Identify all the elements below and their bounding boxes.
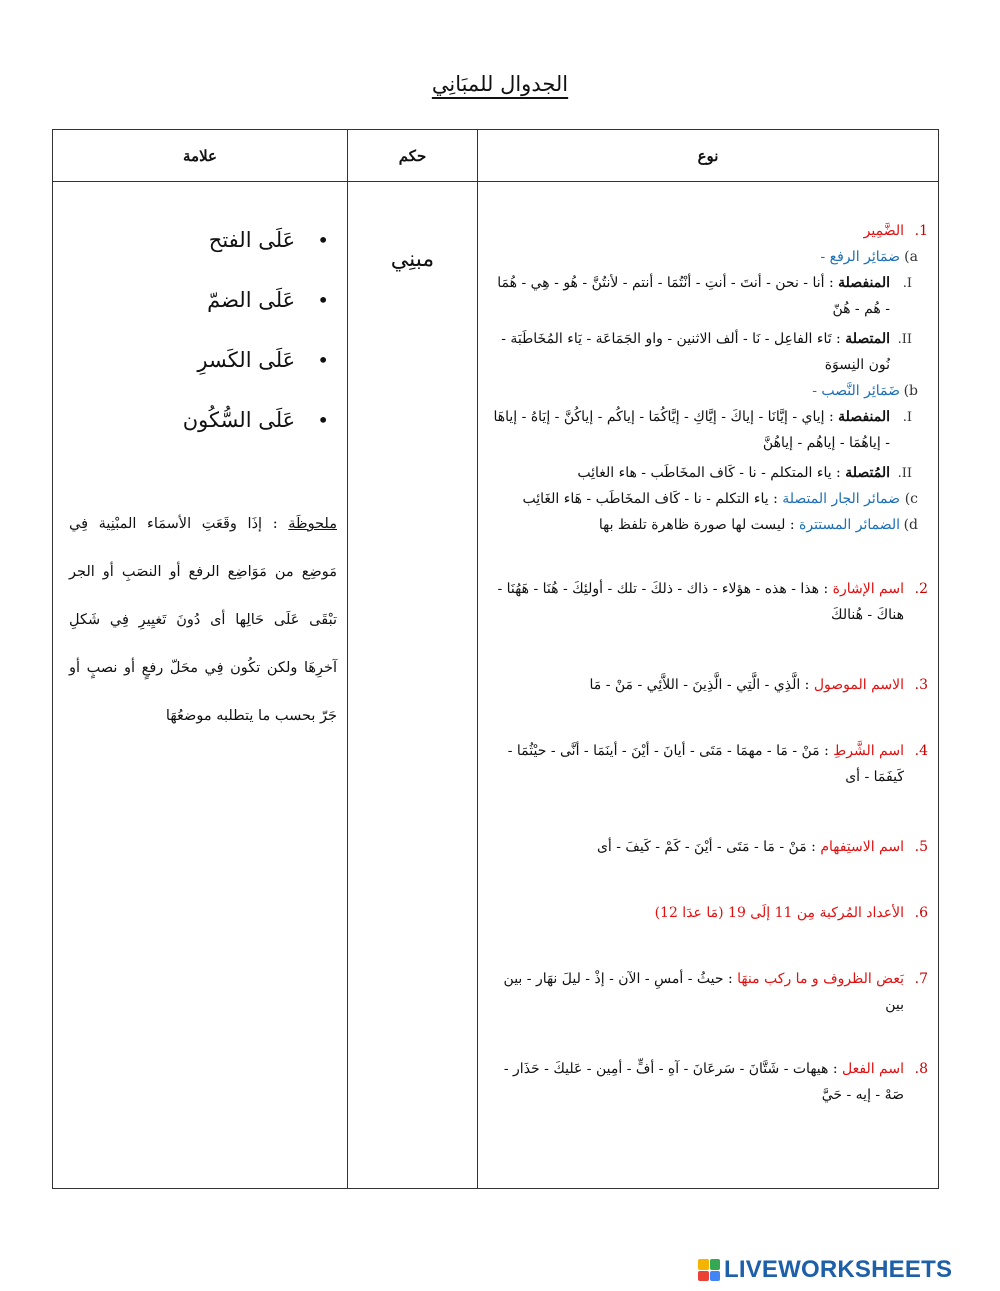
item-number: 6. [914, 905, 928, 921]
naw-item-1b-i [490, 404, 928, 456]
naw-item-7 [490, 966, 928, 1018]
page-title-text: الجدوال للمبَانِي [431, 72, 569, 96]
naw-item-4 [490, 738, 928, 790]
sub-text: : ياء المتكلم - نا - كَاف المخَاطَب - هاء الغائِب [577, 465, 841, 481]
sub-title: الضمائر المستترة [799, 517, 900, 533]
header-hukm: حكم [348, 130, 478, 182]
item-number: 3. [914, 677, 928, 693]
roman-number: I. [902, 276, 912, 291]
table-body-row [53, 182, 939, 1189]
item-text: : هذا - هذه - هؤلاء - ذاك - ذلكَ - تلك - أولئِكَ - هُنَا - هَهُنَا - هناكَ - هُنالكَ [497, 581, 904, 623]
sub-letter: a) [904, 249, 918, 265]
note-label: ملحوظَة [288, 516, 337, 532]
sub-letter: c) [904, 491, 918, 507]
naw-item-1a [490, 244, 928, 270]
item-title: الضَّمِير [863, 223, 904, 239]
naw-item-1d [490, 512, 928, 538]
item-number: 8. [914, 1061, 928, 1077]
naw-cell [478, 182, 939, 1189]
alama-item-sukun: • عَلَى السُّكُون [183, 390, 329, 450]
sub-text: : تَاء الفاعِل - نَا - ألف الاثنين - واو الجَمَاعَة - يَاء المُخَاطَبَة - نُون النِسوَة [501, 331, 890, 373]
sub-label: المنفصلة [838, 409, 890, 425]
item-text: : مَنْ - مَا - مَتَى - أيْنَ - كَمْ - كَيفَ - أى [596, 839, 816, 855]
sub-label: المُتصلة [845, 465, 890, 481]
roman-number: II. [897, 332, 912, 347]
sub-text: : ياء التكلم - نا - كَاف المخَاطَب - هَاء الغَائِب [522, 491, 778, 507]
note-paragraph [69, 500, 337, 740]
sub-letter: d) [903, 517, 918, 533]
hukm-value: مبنِي [390, 247, 435, 272]
naw-list [490, 218, 928, 1108]
item-number: 1. [914, 223, 928, 239]
item-title: بَعض الظروف و ما ركب منهَا [737, 971, 904, 987]
alama-item-fath: • عَلَى الفتح [183, 210, 329, 270]
item-title: اسم الشَّرطِ [833, 743, 904, 759]
naw-item-1a-ii [490, 326, 928, 378]
item-text: : حيثُ - أمسِ - الآن - إذْ - ليلَ نهَار - بين بين [503, 971, 904, 1013]
sub-text: : أنا - نحن - أنتَ - أنتِ - أنْتُمَا - أنتم - لأنتُنَّ - هُو - هِي - هُمَا - هُم - هُنّ [497, 275, 890, 317]
sub-text: : ليست لها صورة ظاهرة تلفظ بها [598, 517, 795, 533]
item-text: : هيهات - شَتَّانَ - سَرعَانَ - آهِ - أفٍّ - أمِين - عَليكَ - حَذَار - صَهْ - إيه - حَيَّ [503, 1061, 904, 1103]
sub-label: المتصلة [845, 331, 890, 347]
item-title: اسم الإشارة [832, 581, 904, 597]
alama-item-damm: • عَلَى الضمّ [183, 270, 329, 330]
item-title: الأعداد المُركبة مِن 11 إلَى 19 (مَا عدَا 12) [654, 905, 904, 921]
sub-letter: b) [903, 383, 918, 399]
naw-item-1a-i [490, 270, 928, 322]
header-alama: علامة [53, 130, 348, 182]
item-number: 2. [914, 581, 928, 597]
sub-title: ضمَائِر الرفع - [820, 249, 900, 265]
item-text: : الَّذِي - الَّتِي - الَّذِينَ - اللاَّئِي - مَنْ - مَا [589, 677, 810, 693]
liveworksheets-logo[interactable] [698, 1256, 952, 1284]
roman-number: II. [897, 466, 912, 481]
item-title: الاسم الموصول [813, 677, 904, 693]
sub-text: : إياي - إيَّانَا - إياكَ - إيَّاكِ - إيَّاكُمَا - إياكُم - إياكُنَّ - إيَاهُ - إياهَا - إياهُمَا - إياهُم - إياهُنَّ [493, 409, 890, 451]
item-title: اسم الفعل [842, 1061, 904, 1077]
sub-title: ضَمَائِر النَّصب - [812, 383, 900, 399]
item-title: اسم الاستِفهام [820, 839, 904, 855]
naw-item-1 [490, 218, 928, 244]
naw-item-8 [490, 1056, 928, 1108]
mabani-table [52, 129, 939, 1189]
naw-item-3 [490, 672, 928, 698]
naw-item-1c [490, 486, 928, 512]
naw-item-5 [490, 834, 928, 860]
alama-item-kasr: • عَلَى الكَسرِ [183, 330, 329, 390]
item-number: 5. [914, 839, 928, 855]
naw-item-6 [490, 900, 928, 926]
naw-item-2 [490, 576, 928, 628]
item-number: 7. [914, 971, 928, 987]
naw-item-1b-ii [490, 460, 928, 486]
roman-number: I. [902, 410, 912, 425]
sub-label: المنفصلة [838, 275, 890, 291]
alama-list [183, 210, 329, 450]
page-title [0, 72, 1000, 96]
alama-cell [53, 182, 348, 1189]
note-text: : إذَا وقَعَتِ الأسمَاء المبْنِية فِي مَوضِع من مَوَاضِع الرفع أو النصَبِ أو الجر تبْقَى عَلَى حَالِها أى دُونَ تَغيِيرِ فِي شَكلِ آخرِهَا ولكن تكُون فِي محَلّ رفعٍ أو نصبٍ أو جَرّ بحسب ما يتطلبه موضعُهَا [69, 516, 337, 724]
liveworksheets-logo-icon [698, 1259, 720, 1281]
table-header-row [53, 130, 939, 182]
hukm-cell [348, 182, 478, 1189]
liveworksheets-brand-text: LIVEWORKSHEETS [724, 1256, 953, 1283]
naw-item-1b [490, 378, 928, 404]
item-number: 4. [914, 743, 928, 759]
sub-title: ضمائر الجار المتصلة [782, 491, 900, 507]
header-naw: نوع [478, 130, 939, 182]
item-text: : مَنْ - مَا - مهمَا - مَتَى - أيانَ - أيْنَ - أينَمَا - أنَّى - حيْثُمَا - كَيفَمَا - أى [507, 743, 904, 785]
